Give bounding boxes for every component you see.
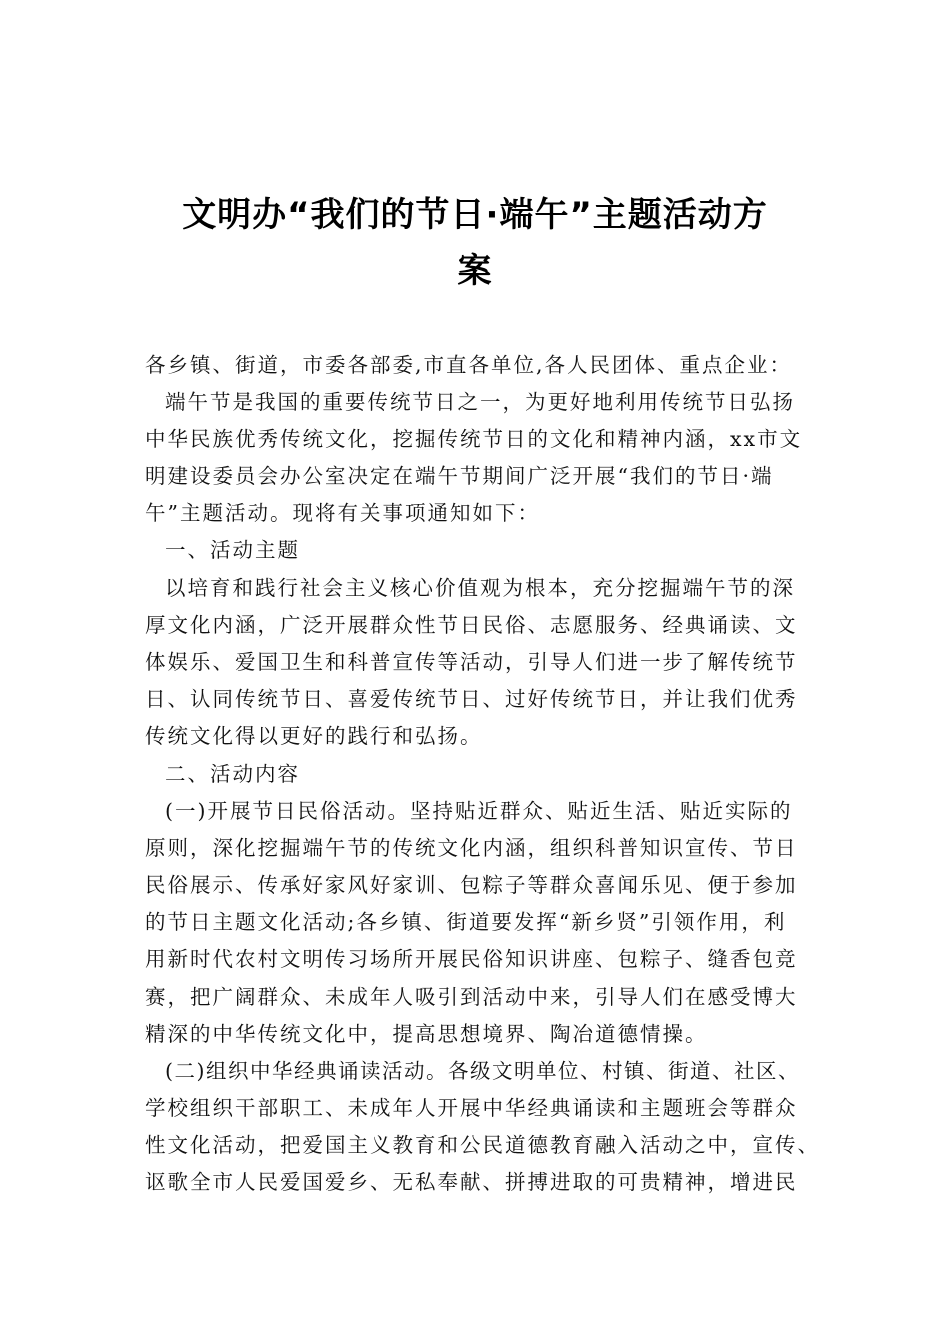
body-line: (二)组织中华经典诵读活动。各级文明单位、村镇、街道、社区、 [165,1059,800,1083]
body-line: 中华民族优秀传统文化，挖掘传统节日的文化和精神内涵，xx市文 [145,427,803,451]
body-line: 厚文化内涵，广泛开展群众性节日民俗、志愿服务、经典诵读、文 [145,613,798,637]
body-line: 午”主题活动。现将有关事项通知如下： [145,501,540,525]
body-line: 端午节是我国的重要传统节日之一，为更好地利用传统节日弘扬 [165,390,795,414]
salutation-line: 各乡镇、街道，市委各部委,市直各单位,各人民团体、重点企业： [145,353,793,377]
body-line: 的节日主题文化活动;各乡镇、街道要发挥“新乡贤”引领作用，利 [145,910,787,934]
body-line: 传统文化得以更好的践行和弘扬。 [145,724,483,748]
body-line: (一)开展节日民俗活动。坚持贴近群众、贴近生活、贴近实际的 [165,799,793,823]
body-line: 明建设委员会办公室决定在端午节期间广泛开展“我们的节日·端 [145,464,774,488]
body-line: 精深的中华传统文化中，提高思想境界、陶冶道德情操。 [145,1022,708,1046]
section-heading: 二、活动内容 [165,762,300,786]
document-title-line-1: 文明办“我们的节日·端午”主题活动方 [182,195,768,235]
body-line: 原则，深化挖掘端午节的传统文化内涵，组织科普知识宣传、节日 [145,836,798,860]
body-line: 讴歌全市人民爱国爱乡、无私奉献、拼搏进取的可贵精神，增进民 [145,1170,798,1194]
body-line: 学校组织干部职工、未成年人开展中华经典诵读和主题班会等群众 [145,1096,798,1120]
body-line: 赛，把广阔群众、未成年人吸引到活动中来，引导人们在感受博大 [145,985,798,1009]
document-title-line-2: 案 [457,251,493,291]
body-line: 以培育和践行社会主义核心价值观为根本，充分挖掘端午节的深 [165,576,795,600]
body-line: 体娱乐、爱国卫生和科普宣传等活动，引导人们进一步了解传统节 [145,650,798,674]
body-line: 民俗展示、传承好家风好家训、包粽子等群众喜闻乐见、便于参加 [145,873,798,897]
body-line: 性文化活动，把爱国主义教育和公民道德教育融入活动之中，宣传、 [145,1133,820,1157]
section-heading: 一、活动主题 [165,538,300,562]
body-line: 日、认同传统节日、喜爱传统节日、过好传统节日，并让我们优秀 [145,687,798,711]
body-line: 用新时代农村文明传习场所开展民俗知识讲座、包粽子、缝香包竞 [145,947,798,971]
